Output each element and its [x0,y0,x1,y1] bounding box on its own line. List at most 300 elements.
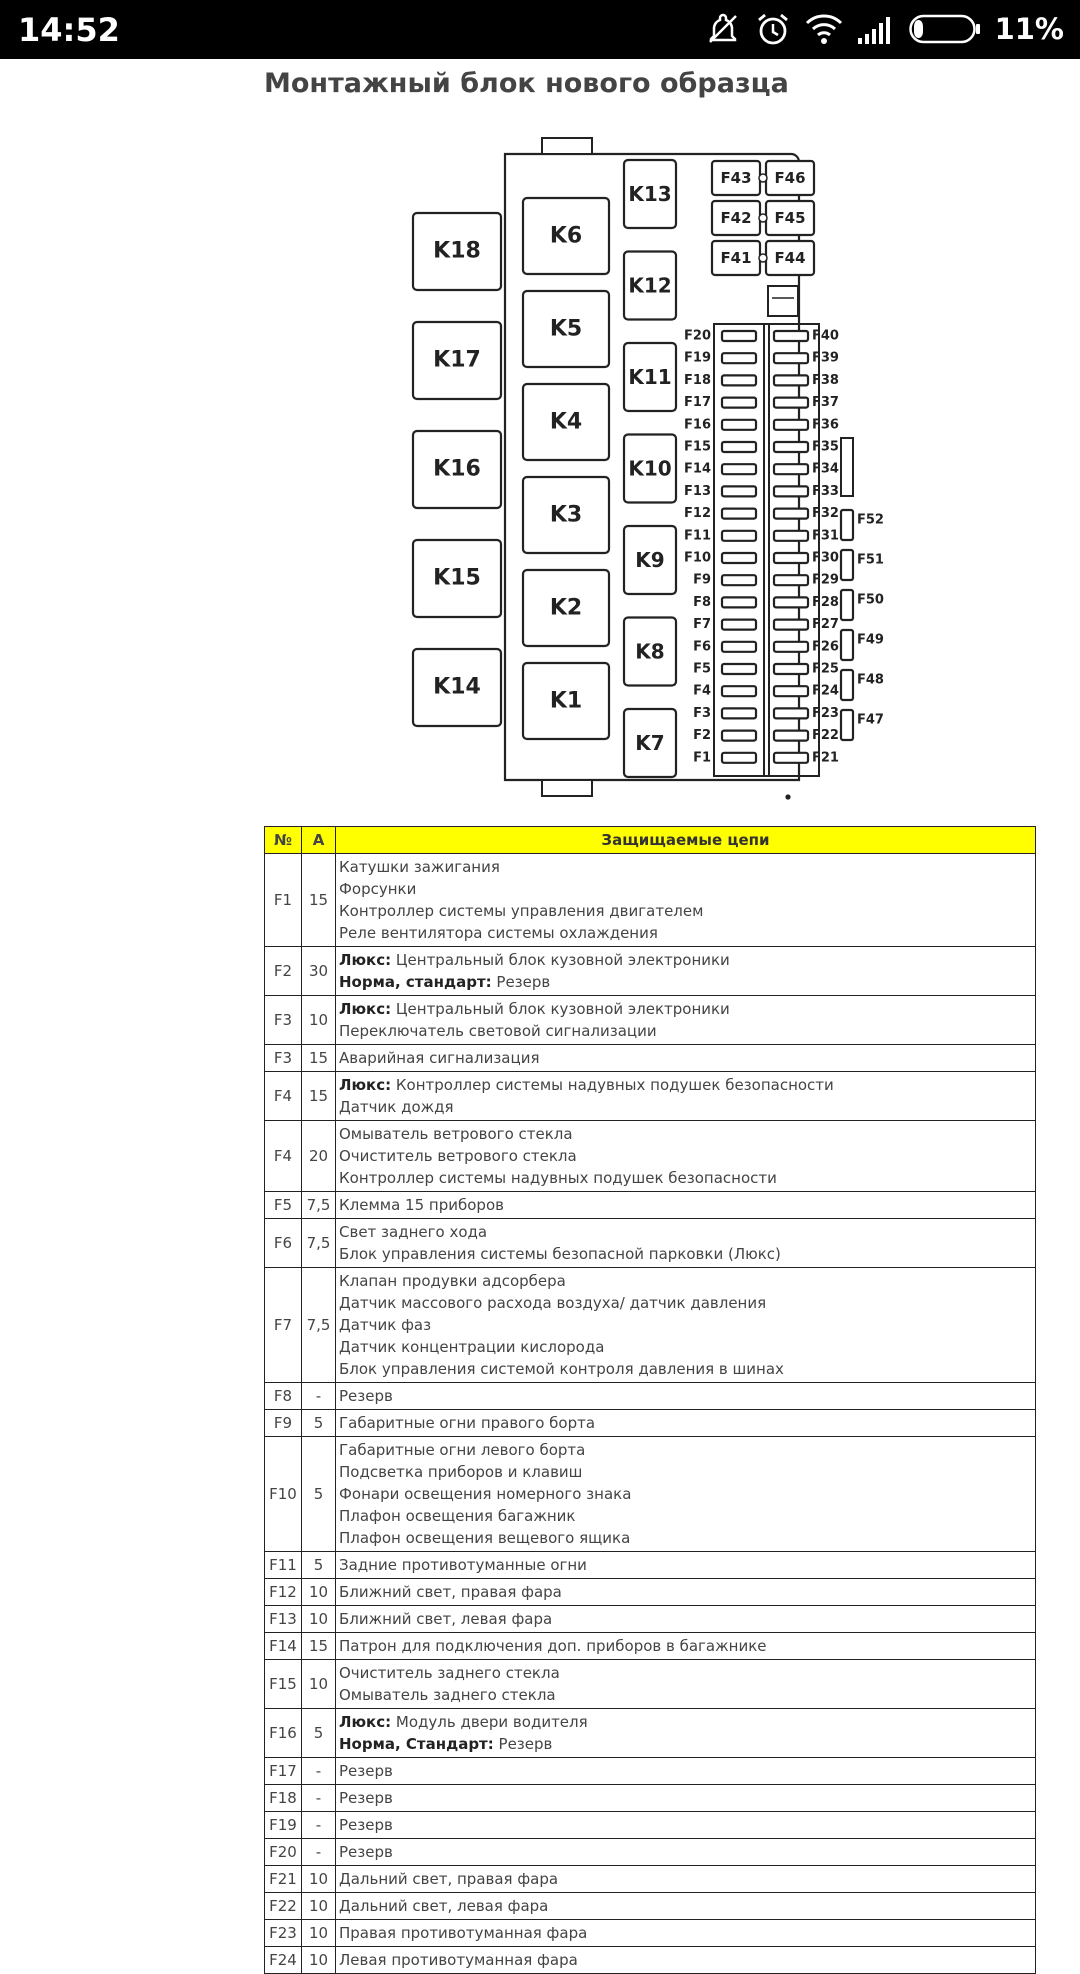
fuse-amps-cell: 7,5 [302,1192,336,1219]
fuse-f6 [722,642,756,652]
circuit-line [339,1949,1032,1971]
fuse-f30 [774,553,808,563]
relay-label: K11 [628,365,672,389]
fuse-label: F11 [684,528,711,544]
table-row [265,1219,1036,1268]
circuit-line [339,1483,1032,1505]
trim-label: Люкс: [339,1076,392,1094]
table-row [265,1758,1036,1785]
fuse-number-cell: F8 [265,1383,302,1410]
circuit-text: Плафон освещения багажник [339,1507,576,1525]
circuit-line [339,1336,1032,1358]
relay-label: K1 [549,688,583,714]
fuse-label: F32 [812,506,839,522]
relay-label: K6 [549,223,583,249]
fuse-f12 [722,509,756,519]
fuse-label: F14 [684,461,711,477]
fuse-amps-cell: - [302,1839,336,1866]
circuit-text: Ближний свет, левая фара [339,1610,553,1628]
relay-label: K16 [433,456,481,482]
circuit-line [339,1814,1032,1836]
bottom-clip [542,780,592,796]
table-row [265,1437,1036,1552]
fuse-label: F29 [812,572,839,588]
fuse-label: F9 [693,572,711,588]
table-row [265,1045,1036,1072]
fuse-number-cell: F4 [265,1072,302,1121]
fuse-amps-cell: 15 [302,1633,336,1660]
circuit-line [339,922,1032,944]
fuse-amps-cell: 20 [302,1121,336,1192]
fuse-link [759,254,767,262]
circuit-text: Переключатель световой сигнализации [339,1022,657,1040]
fuse-f50 [841,590,853,620]
table-row [265,1633,1036,1660]
relay-label: K4 [549,409,583,435]
relay-label: K17 [433,347,481,373]
circuit-text: Реле вентилятора системы охлаждения [339,924,658,942]
circuit-line [339,1167,1032,1189]
fuse-label: F8 [693,594,711,610]
circuit-line [339,1922,1032,1944]
top-clip [542,138,592,154]
circuit-line [339,1145,1032,1167]
fuse-f35 [774,442,808,452]
fuse-f20 [722,331,756,341]
fuse-f5 [722,664,756,674]
fuse-label: F38 [812,372,839,388]
circuits-cell [336,1606,1036,1633]
fuse-label: F36 [812,417,839,433]
fuse-f26 [774,642,808,652]
circuit-line [339,1292,1032,1314]
fuse-number-cell: F22 [265,1893,302,1920]
fuse-number-cell: F9 [265,1410,302,1437]
fuse-f37 [774,398,808,408]
table-row [265,854,1036,947]
circuit-text: Катушки зажигания [339,858,500,876]
fuse-number-cell: F20 [265,1839,302,1866]
fuse-amps-cell: 5 [302,1552,336,1579]
circuits-cell [336,1866,1036,1893]
circuit-line [339,1358,1032,1380]
table-row [265,996,1036,1045]
fuse-f34 [774,464,808,474]
fuse-f28 [774,597,808,607]
fuse-label: F21 [812,750,839,766]
outer-fuse-slot [841,438,853,496]
fuse-label: F7 [693,617,711,633]
circuit-text: Габаритные огни левого борта [339,1441,586,1459]
fuse-f9 [722,575,756,585]
fuse-amps-cell: 15 [302,1045,336,1072]
fuse-f4 [722,686,756,696]
mute-icon [705,11,741,47]
circuits-cell [336,1812,1036,1839]
fuse-amps-cell: 10 [302,1947,336,1974]
trim-label: Люкс: [339,1713,392,1731]
circuit-text: Резерв [339,1387,393,1405]
fuse-label: F23 [812,705,839,721]
circuit-text: Датчик фаз [339,1316,432,1334]
table-row [265,1893,1036,1920]
circuit-text: Контроллер системы управления двигателем [339,902,704,920]
fuse-amps-cell: - [302,1383,336,1410]
fuse-label: F24 [812,683,839,699]
fuse-amps-cell: 5 [302,1410,336,1437]
circuits-cell [336,1633,1036,1660]
fuse-number-cell: F2 [265,947,302,996]
fuse-f51 [841,550,853,580]
fuse-f8 [722,597,756,607]
circuit-line [339,1733,1032,1755]
fuse-label: F28 [812,594,839,610]
fuse-label: F30 [812,550,839,566]
header-no: № [265,827,302,854]
table-row [265,1709,1036,1758]
table-row [265,1268,1036,1383]
fuse-link [759,174,767,182]
fuse-f2 [722,731,756,741]
alarm-icon [755,11,791,47]
table-row [265,1579,1036,1606]
fuse-label: F47 [857,712,884,728]
circuit-text: Плафон освещения вещевого ящика [339,1529,631,1547]
fuse-f19 [722,353,756,363]
fuse-f10 [722,553,756,563]
fuse-amps-cell: 10 [302,1920,336,1947]
circuit-text: Резерв [491,973,551,991]
fuse-number-cell: F14 [265,1633,302,1660]
fuse-label: F3 [693,705,711,721]
circuits-cell [336,1785,1036,1812]
fuse-label: F6 [693,639,711,655]
circuit-line [339,1221,1032,1243]
fuse-label: F48 [857,672,884,688]
circuit-line [339,856,1032,878]
relay-label: K2 [549,595,583,621]
fuse-number-cell: F16 [265,1709,302,1758]
fuse-f17 [722,398,756,408]
circuit-text: Фонари освещения номерного знака [339,1485,632,1503]
relay-label: K5 [549,316,583,342]
circuit-line [339,1314,1032,1336]
fuse-label: F39 [812,350,839,366]
table-row [265,1812,1036,1839]
fuse-f49 [841,630,853,660]
circuits-cell [336,854,1036,947]
fuse-f14 [722,464,756,474]
circuit-text: Задние противотуманные огни [339,1556,587,1574]
fuse-f38 [774,375,808,385]
circuit-text: Очиститель ветрового стекла [339,1147,577,1165]
status-bar [0,0,1080,59]
table-row [265,1660,1036,1709]
fuse-label: F13 [684,483,711,499]
circuit-line [339,1461,1032,1483]
table-row [265,1072,1036,1121]
circuits-cell [336,1552,1036,1579]
circuit-text: Патрон для подключения доп. приборов в багажнике [339,1637,767,1655]
fuse-label: F45 [774,209,806,227]
circuit-line [339,1505,1032,1527]
fuse-number-cell: F15 [265,1660,302,1709]
fuse-f47 [841,710,853,740]
fuse-f16 [722,420,756,430]
fuse-f24 [774,686,808,696]
circuits-cell [336,1920,1036,1947]
circuit-line [339,998,1032,1020]
fuse-number-cell: F12 [265,1579,302,1606]
circuit-text: Датчик дождя [339,1098,454,1116]
fuse-number-cell: F11 [265,1552,302,1579]
table-row [265,1192,1036,1219]
fuse-f48 [841,670,853,700]
fuse-f25 [774,664,808,674]
fuse-f32 [774,509,808,519]
circuit-text: Правая противотуманная фара [339,1924,588,1942]
circuit-line [339,1096,1032,1118]
fuse-number-cell: F17 [265,1758,302,1785]
circuits-cell [336,1045,1036,1072]
circuit-text: Габаритные огни правого борта [339,1414,596,1432]
fuse-label: F20 [684,328,711,344]
fuse-label: F50 [857,592,884,608]
fuse-f18 [722,375,756,385]
fuse-number-cell: F21 [265,1866,302,1893]
circuit-text: Омыватель заднего стекла [339,1686,556,1704]
circuit-text: Датчик массового расхода воздуха/ датчик давления [339,1294,767,1312]
fuse-label: F5 [693,661,711,677]
circuit-line [339,1194,1032,1216]
circuit-line [339,900,1032,922]
circuit-line [339,1868,1032,1890]
fuse-amps-cell: 15 [302,854,336,947]
table-row [265,1410,1036,1437]
circuit-line [339,1711,1032,1733]
fuse-number-cell: F1 [265,854,302,947]
circuit-line [339,1020,1032,1042]
fuse-amps-cell: 7,5 [302,1268,336,1383]
circuits-cell [336,1579,1036,1606]
circuit-line [339,1243,1032,1265]
circuits-cell [336,1072,1036,1121]
fuse-f3 [722,708,756,718]
fuse-label: F26 [812,639,839,655]
fuse-f11 [722,531,756,541]
circuit-text: Левая противотуманная фара [339,1951,578,1969]
fuse-f52 [841,510,853,540]
fuse-f39 [774,353,808,363]
fuse-amps-cell: 5 [302,1709,336,1758]
table-row [265,1920,1036,1947]
fuse-box-diagram [405,128,905,818]
circuit-text: Очиститель заднего стекла [339,1664,560,1682]
fuse-label: F1 [693,750,711,766]
fuse-number-cell: F18 [265,1785,302,1812]
fuse-label: F46 [774,169,806,187]
fuse-amps-cell: 10 [302,1893,336,1920]
circuits-cell [336,1268,1036,1383]
fuse-number-cell: F3 [265,1045,302,1072]
fuse-label: F18 [684,372,711,388]
fuse-label: F49 [857,632,884,648]
fuse-label: F12 [684,506,711,522]
table-row [265,1383,1036,1410]
relay-label: K10 [628,456,672,481]
circuits-cell [336,1437,1036,1552]
circuits-cell [336,1947,1036,1974]
fuse-label: F2 [693,728,711,744]
fuse-number-cell: F4 [265,1121,302,1192]
relay-label: K18 [433,238,481,264]
fuse-label: F27 [812,617,839,633]
circuits-cell [336,1893,1036,1920]
circuit-line [339,1895,1032,1917]
fuse-f15 [722,442,756,452]
fuse-label: F16 [684,417,711,433]
circuit-text: Ближний свет, правая фара [339,1583,562,1601]
fuse-label: F10 [684,550,711,566]
trim-label: Норма, стандарт: [339,973,492,991]
circuit-line [339,1760,1032,1782]
circuit-text: Дальний свет, правая фара [339,1870,559,1888]
fuse-label: F25 [812,661,839,677]
circuit-text: Дальний свет, левая фара [339,1897,549,1915]
circuit-text: Датчик концентрации кислорода [339,1338,605,1356]
status-icons [705,9,1064,49]
fuse-amps-cell: 15 [302,1072,336,1121]
fuse-label: F42 [720,209,752,227]
fuse-label: F15 [684,439,711,455]
fuse-amps-cell: 7,5 [302,1219,336,1268]
fuse-label: F37 [812,395,839,411]
relay-label: K13 [628,182,672,206]
circuit-line [339,1527,1032,1549]
fuse-f7 [722,620,756,630]
table-row [265,1785,1036,1812]
circuit-text: Форсунки [339,880,417,898]
circuits-cell [336,1383,1036,1410]
relay-label: K15 [433,565,481,591]
circuit-line [339,1412,1032,1434]
battery-percent: 11% [994,12,1064,46]
fuse-amps-cell: 5 [302,1437,336,1552]
table-row [265,1839,1036,1866]
circuits-cell [336,1121,1036,1192]
table-row [265,947,1036,996]
circuit-line [339,1581,1032,1603]
fuse-number-cell: F5 [265,1192,302,1219]
fuse-label: F34 [812,461,839,477]
circuits-cell [336,1839,1036,1866]
fuse-f22 [774,731,808,741]
table-row [265,1606,1036,1633]
circuit-line [339,1047,1032,1069]
circuit-line [339,1123,1032,1145]
page-title: Монтажный блок нового образца [264,68,789,99]
status-time: 14:52 [18,11,120,49]
circuit-line [339,1787,1032,1809]
table-row [265,1947,1036,1974]
circuit-text: Резерв [493,1735,553,1753]
circuit-line [339,1635,1032,1657]
circuit-text: Модуль двери водителя [391,1713,588,1731]
circuits-cell [336,1709,1036,1758]
fuse-label: F52 [857,512,884,528]
table-row [265,1866,1036,1893]
relay-label: K14 [433,674,481,700]
table-row [265,1552,1036,1579]
circuit-line [339,1074,1032,1096]
fuse-number-cell: F23 [265,1920,302,1947]
circuit-line [339,1841,1032,1863]
fuse-label: F44 [774,249,806,267]
signal-icon [857,14,895,44]
fuse-label: F17 [684,395,711,411]
fuse-label: F4 [693,683,711,699]
fuse-number-cell: F24 [265,1947,302,1974]
fuse-amps-cell: 10 [302,1606,336,1633]
fuse-amps-cell: 10 [302,1579,336,1606]
fuse-f13 [722,486,756,496]
fuse-f1 [722,753,756,763]
circuit-line [339,1439,1032,1461]
circuit-line [339,949,1032,971]
circuits-cell [336,1758,1036,1785]
fuse-link [759,214,767,222]
connector-block [768,286,798,316]
fuse-amps-cell: 10 [302,1660,336,1709]
fuse-f36 [774,420,808,430]
fuse-number-cell: F3 [265,996,302,1045]
circuit-text: Клапан продувки адсорбера [339,1272,566,1290]
relay-label: K9 [635,548,665,572]
fuse-number-cell: F13 [265,1606,302,1633]
relay-label: K3 [549,502,583,528]
fuse-amps-cell: - [302,1812,336,1839]
circuit-line [339,878,1032,900]
trim-label: Норма, Стандарт: [339,1735,494,1753]
circuit-text: Резерв [339,1789,393,1807]
circuit-line [339,1662,1032,1684]
fuse-label: F41 [720,249,752,267]
table-row [265,1121,1036,1192]
circuits-cell [336,996,1036,1045]
fuse-label: F51 [857,552,884,568]
circuit-text: Контроллер системы надувных подушек безопасности [339,1169,777,1187]
circuits-cell [336,1192,1036,1219]
fuse-label: F43 [720,169,752,187]
relay-label: K7 [635,731,665,755]
header-amps: А [302,827,336,854]
battery-icon [909,14,981,44]
circuit-text: Центральный блок кузовной электроники [391,951,730,969]
circuit-line [339,1684,1032,1706]
fuse-number-cell: F10 [265,1437,302,1552]
fuse-label: F40 [812,328,839,344]
circuit-line [339,1270,1032,1292]
fuse-f33 [774,486,808,496]
circuit-text: Резерв [339,1816,393,1834]
fuse-amps-cell: - [302,1785,336,1812]
circuit-text: Аварийная сигнализация [339,1049,540,1067]
fuse-label: F19 [684,350,711,366]
fuse-amps-cell: - [302,1758,336,1785]
fuse-f27 [774,620,808,630]
fuse-f21 [774,753,808,763]
circuit-text: Резерв [339,1843,393,1861]
